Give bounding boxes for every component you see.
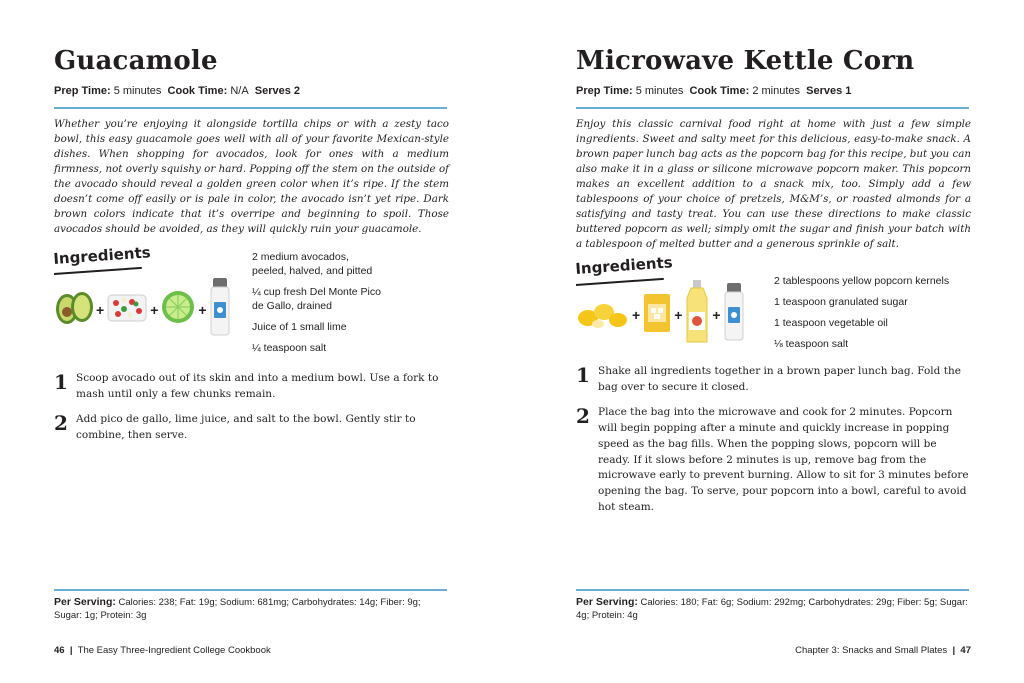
recipe-title: Guacamole bbox=[54, 46, 218, 76]
ingredients-list bbox=[774, 274, 971, 358]
ingredients-heading: Ingredients bbox=[574, 253, 674, 278]
step-text: Shake all ingredients together in a brown paper lunch bag. Fold the bag over to secure it closed. bbox=[598, 365, 961, 393]
footer-separator: | bbox=[69, 645, 73, 656]
popcorn-kernels-icon bbox=[576, 292, 630, 337]
prep-time-label: Prep Time: bbox=[54, 85, 111, 97]
steps-list bbox=[54, 371, 449, 454]
page-footer bbox=[795, 645, 971, 656]
ingredient-item: ¼ teaspoon salt bbox=[252, 342, 327, 354]
right-page bbox=[576, 0, 971, 683]
step-number: 2 bbox=[576, 404, 590, 429]
nutrition-text: Calories: 180; Fat: 6g; Sodium: 292mg; Carbohydrates: 29g; Fiber: 5g; Sugar: 4g; Protein: 4g bbox=[576, 597, 968, 621]
plus-icon: + bbox=[712, 306, 721, 323]
nutrition-label: Per Serving: bbox=[576, 596, 638, 608]
book-title: The Easy Three-Ingredient College Cookbook bbox=[77, 645, 271, 656]
ingredients-underline bbox=[54, 267, 142, 275]
prep-time-value: 5 minutes bbox=[635, 85, 684, 97]
plus-icon: + bbox=[96, 301, 105, 318]
plus-icon: + bbox=[150, 301, 159, 318]
step-text: Add pico de gallo, lime juice, and salt to the bowl. Gently stir to combine, then serve. bbox=[76, 413, 416, 442]
footer-separator: | bbox=[952, 645, 956, 656]
plus-icon: + bbox=[674, 306, 683, 323]
recipe-title: Microwave Kettle Corn bbox=[576, 46, 915, 76]
serves: Serves 2 bbox=[254, 85, 301, 97]
recipe-intro: Enjoy this classic carnival food right at home with just a few simple ingredients. Sweet and salty meet for this delicious, easy-to-make snack. A brown paper lunch bag acts as the popcorn bag for this recipe, but you can also make it in a glass or silicone microwave popcorn maker. This popcorn makes an excellent addition to a snack mix, too. Simply add a few tablespoons of your choice of pretzels, M&M’s, or roasted almonds for a satisfying and tasty treat. You can use these directions to make classic buttered popcorn as well; simply omit the sugar and finish your batch with a tablespoon of melted butter and a generous sprinkle of salt. bbox=[576, 118, 971, 250]
page-footer bbox=[54, 645, 271, 656]
nutrition-info bbox=[54, 596, 449, 622]
lime-icon bbox=[160, 289, 196, 330]
cook-time-value: N/A bbox=[230, 85, 249, 97]
page-number: 46 bbox=[54, 645, 65, 656]
recipe-intro: Whether you’re enjoying it alongside tortilla chips or with a zesty taco bowl, this easy guacamole goes well with all of your favorite Mexican-style dishes. When shopping for avocados, look for ones with a medium firmness, not overly squishy or hard. Popping off the stem on the outside of the avocado should reveal a golden green color when it’s ripe. If the stem doesn’t come off easily or is pale in color, the avocado isn’t yet ripe. Dark brown colors indicate that it’s overripe and beginning to spoil. Those avocados should be avoided, as they will quickly ruin your guacamole. bbox=[54, 118, 449, 235]
avocado-icon bbox=[54, 287, 94, 332]
ingredient-item: 2 medium avocados, peeled, halved, and pitted bbox=[252, 251, 373, 277]
ingredient-item: 2 tablespoons yellow popcorn kernels bbox=[774, 275, 950, 287]
page-number: 47 bbox=[960, 645, 971, 656]
bottom-divider bbox=[54, 589, 447, 591]
steps-list bbox=[576, 364, 971, 525]
bottom-divider bbox=[576, 589, 969, 591]
salt-shaker-icon bbox=[723, 283, 745, 346]
step-number: 2 bbox=[54, 411, 68, 436]
vegetable-oil-icon bbox=[684, 280, 710, 349]
prep-time-value: 5 minutes bbox=[113, 85, 162, 97]
cook-time-value: 2 minutes bbox=[752, 85, 801, 97]
serves: Serves 1 bbox=[806, 85, 852, 97]
nutrition-info bbox=[576, 596, 971, 622]
cook-time-label: Cook Time: bbox=[689, 85, 750, 97]
chapter-title: Chapter 3: Snacks and Small Plates bbox=[795, 645, 948, 656]
ingredient-item: ¼ cup fresh Del Monte Pico de Gallo, drained bbox=[252, 286, 381, 312]
nutrition-label: Per Serving: bbox=[54, 596, 116, 608]
ingredient-item: ⅛ teaspoon salt bbox=[774, 338, 849, 350]
step-number: 1 bbox=[576, 363, 590, 387]
ingredient-icons bbox=[54, 278, 231, 341]
step-text: Place the bag into the microwave and cook for 2 minutes. Popcorn will begin popping after a minute and quickly increase in popping speed as the bag fills. When the popping slows, popcorn will be ready. If it slows before 2 minutes is up, remove bag from the microwave early to prevent burning. Allow to sit for 3 minutes before opening the bag. To serve, pour popcorn into a bowl, careful to avoid hot steam. bbox=[598, 406, 969, 513]
salt-shaker-icon bbox=[209, 278, 231, 341]
step-item bbox=[576, 364, 971, 395]
top-divider bbox=[576, 107, 969, 109]
step-text: Scoop avocado out of its skin and into a medium bowl. Use a fork to mash until only a few chunks remain. bbox=[76, 372, 439, 400]
ingredient-icons bbox=[576, 280, 745, 349]
sugar-bag-icon bbox=[642, 290, 672, 339]
plus-icon: + bbox=[198, 301, 207, 318]
pico-de-gallo-icon bbox=[106, 289, 148, 330]
plus-icon: + bbox=[632, 306, 641, 323]
recipe-meta bbox=[54, 85, 300, 97]
top-divider bbox=[54, 107, 447, 109]
ingredient-item: 1 teaspoon vegetable oil bbox=[774, 317, 888, 329]
step-item bbox=[576, 405, 971, 515]
step-item bbox=[54, 412, 449, 443]
step-item bbox=[54, 371, 449, 402]
ingredient-item: 1 teaspoon granulated sugar bbox=[774, 296, 908, 308]
cook-time-label: Cook Time: bbox=[167, 85, 228, 97]
step-number: 1 bbox=[54, 370, 68, 394]
prep-time-label: Prep Time: bbox=[576, 85, 633, 97]
recipe-meta bbox=[576, 85, 851, 97]
left-page bbox=[54, 0, 449, 683]
ingredients-list bbox=[252, 250, 382, 362]
ingredient-item: Juice of 1 small lime bbox=[252, 321, 347, 333]
nutrition-text: Calories: 238; Fat: 19g; Sodium: 681mg; Carbohydrates: 14g; Fiber: 9g; Sugar: 1g; Protein: 3g bbox=[54, 597, 421, 621]
ingredients-heading: Ingredients bbox=[52, 243, 152, 268]
